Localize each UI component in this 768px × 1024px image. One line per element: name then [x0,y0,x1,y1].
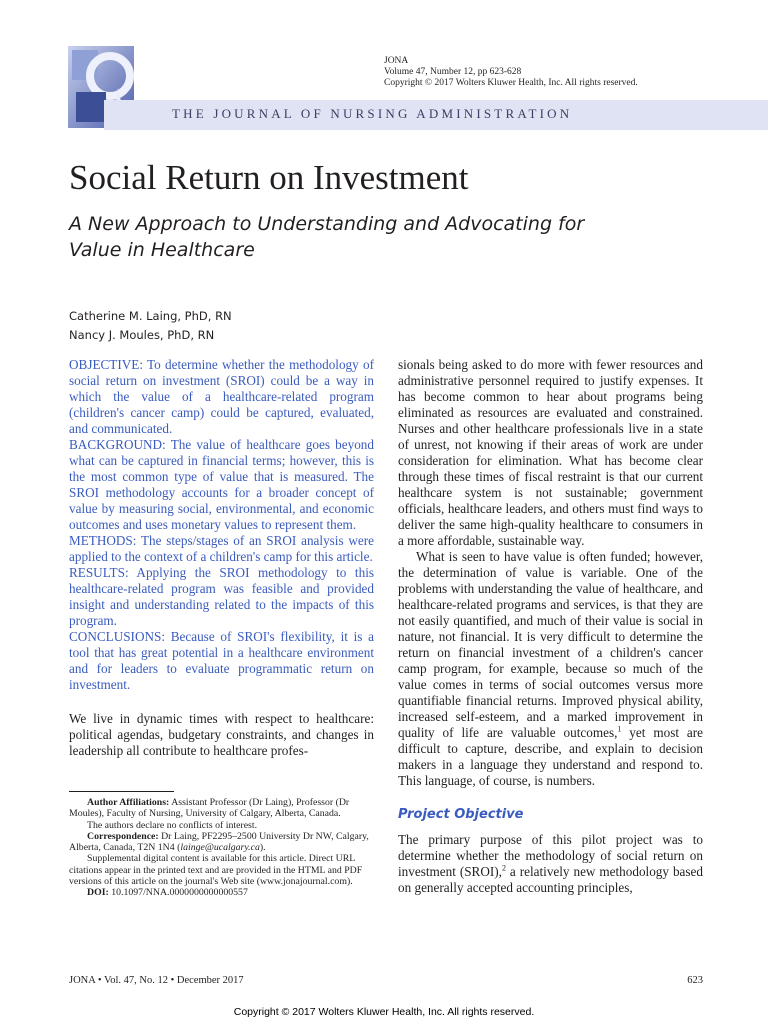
abstract-conclusions-label: CONCLUSIONS: [69,629,165,644]
abstract-results-label: RESULTS: [69,565,129,580]
journal-short-name: JONA [384,56,409,66]
abstract-objective [69,357,374,437]
footer-citation: JONA • Vol. 47, No. 12 • December 2017 [69,975,244,986]
footnote-rule [69,791,174,792]
article-title: Social Return on Investment [69,158,469,197]
correspondence-end: ). [259,842,266,854]
copyright-line: Copyright © 2017 Wolters Kluwer Health, Inc. All rights reserved. [384,78,638,88]
author-1: Catherine M. Laing, PhD, RN [69,309,232,323]
abstract-methods-text: The steps/stages of an SROI analysis were applied to the context of a children's camp for this article. [69,533,374,564]
citation-1[interactable]: 1 [617,724,622,734]
doi-label: DOI: [87,887,109,899]
paragraph-value-text-b: yet most are difficult to capture, describe, and explain to decision makers in a language they understand and respond to. This language, of course, is numbers. [398,725,704,788]
page-number: 623 [687,975,703,986]
abstract-results-text: Applying the SROI methodology to this healthcare-related program was feasible and provided insight and understanding related to the impacts of this program. [69,565,374,628]
abstract-conclusions-text: Because of SROI's flexibility, it is a tool that has great potential in a healthcare environment and for leaders to evaluate programmatic return on investment. [69,629,375,692]
affiliations-label: Author Affiliations: [87,797,170,808]
author-2: Nancy J. Moules, PhD, RN [69,328,215,342]
doi-line [69,887,374,898]
paragraph-objective [398,832,703,896]
correspondence [69,831,374,854]
author-affiliations [69,797,374,820]
citation-2[interactable]: 2 [501,863,506,873]
right-column [398,357,703,896]
abstract-methods [69,533,374,565]
left-column [69,357,374,759]
abstract-background-label: BACKGROUND: [69,437,166,452]
abstract-background-text: The value of healthcare goes beyond what can be captured in financial terms; however, this is the most common type of value that is measured. The SROI methodology accounts for a broader concept of value by measuring social, environmental, and economic outcomes and uses monetary values to represent them. [69,437,374,532]
abstract-conclusions [69,629,374,693]
paragraph-value-text-a: What is seen to have value is often funded; however, the determination of value is variable. One of the problems with understanding the value of healthcare, and healthcare-related programs and services, is that they are not easily quantified, and much of their value is social in nature, not financial. It is very difficult to determine the return on financial investment of a children's cancer camp program, for example, because so much of the value comes in terms of social outcomes versus more quantifiable financial returns. Improved physical ability, increased self-esteem, and a marked improvement in quality of life are valuable outcomes, [398,549,703,740]
intro-paragraph-start: We live in dynamic times with respect to healthcare: political agendas, budgetary constraints, and changes in leadership all contribute to healthcare profes- [69,711,374,758]
supplemental-note: Supplemental digital content is available for this article. Direct URL citations appear in the printed text and are provided in the HTML and PDF versions of this article on the journal's Web site (www.jonajournal.com). [69,853,363,888]
abstract-results [69,565,374,629]
doi-text[interactable]: 10.1097/NNA.0000000000000557 [111,887,248,899]
section-heading-project-objective: Project Objective [398,807,524,822]
paragraph-objective-text-a: The primary purpose of this pilot project was to determine whether the methodology of social return on investment (SROI), [398,832,703,879]
correspondence-label: Correspondence: [87,830,159,842]
paragraph-value [398,549,703,789]
page-copyright: Copyright © 2017 Wolters Kluwer Health, Inc. All rights reserved. [233,1006,535,1018]
abstract [69,357,374,693]
correspondence-email[interactable]: lainge@ucalgary.ca [180,842,260,854]
spacer [69,693,374,711]
conflict-statement: The authors declare no conflicts of interest. [87,819,258,831]
abstract-objective-label: OBJECTIVE: [69,357,143,372]
affiliations-text: Assistant Professor (Dr Laing), Professor (Dr Moules), Faculty of Nursing, University of Calgary, Alberta, Canada. [69,797,350,820]
article-subtitle: A New Approach to Understanding and Advocating for Value in Healthcare [69,213,585,261]
author-notes [69,797,374,899]
journal-meta [384,56,638,89]
abstract-objective-text: To determine whether the methodology of social return on investment (SROI) could be a way in which the value of a healthcare-related program (children's cancer camp) could be captured, evaluated, and communicated. [69,357,374,436]
paragraph-objective-text-b: a relatively new methodology based on generally accepted accounting principles, [398,864,703,895]
abstract-background [69,437,374,533]
abstract-methods-label: METHODS: [69,533,137,548]
correspondence-text: Dr Laing, PF2295–2500 University Dr NW, Calgary, Alberta, Canada, T2N 1N4 ( [69,830,369,854]
author-list [69,307,232,345]
journal-full-name: THE JOURNAL OF NURSING ADMINISTRATION [172,106,573,121]
intro-paragraph-continued: sionals being asked to do more with fewer resources and administrative personnel required to justify expenses. It has become common to hear about programs being eliminated as resources are evaluated and constrained. Nurses and other healthcare professionals live in a state of unrest, not knowing if their areas of work are under consideration for elimination. What has become clear through these times of fiscal restraint is that our current healthcare system is not sustainable; government officials, healthcare leaders, and others must find ways to deliver the same high-quality healthcare to consumers in a more affordable, sustainable way. [398,357,703,548]
volume-line: Volume 47, Number 12, pp 623-628 [384,67,522,77]
